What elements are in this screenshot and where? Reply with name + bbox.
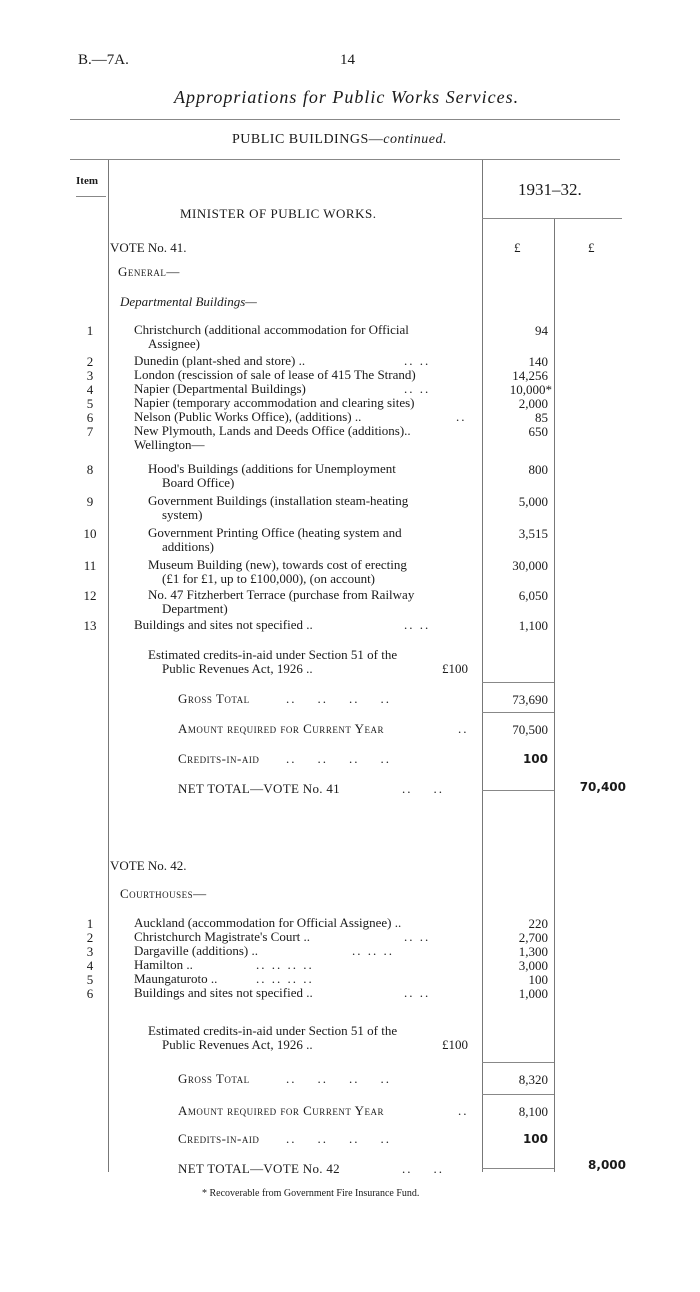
vote-42-category: Courthouses— <box>120 886 207 901</box>
item-number: 2 <box>86 930 94 945</box>
item-number: 4 <box>86 958 94 973</box>
item-amount: 1,100 <box>518 618 548 633</box>
item-description: Christchurch (additional accommodation for Official <box>134 322 409 337</box>
item-description: Government Buildings (installation steam-heating <box>148 493 409 508</box>
row-leader-dots: .. <box>458 721 469 736</box>
item-description: Napier (Departmental Buildings) <box>134 381 306 396</box>
item-number: 11 <box>83 558 97 573</box>
item-number: 1 <box>86 916 94 931</box>
item-amount: 800 <box>528 462 548 477</box>
item-number: 9 <box>86 494 94 509</box>
item-amount: 2,700 <box>518 930 548 945</box>
item-description: Nelson (Public Works Office), (additions) .. <box>134 409 362 424</box>
required-value: 70,500 <box>512 722 548 737</box>
item-amount: 1,000 <box>518 986 548 1001</box>
year-column-header: 1931–32. <box>518 180 582 199</box>
gross-total-value: 8,320 <box>518 1072 548 1087</box>
item-description: No. 47 Fitzherbert Terrace (purchase from Railway <box>148 587 415 602</box>
item-number: 5 <box>86 972 94 987</box>
item-amount: 2,000 <box>518 396 548 411</box>
item-amount: 94 <box>535 323 548 338</box>
credits-note-amount: £100 <box>442 661 468 676</box>
credits-in-aid-label: Credits-in-aid <box>178 1131 260 1146</box>
item-leader-dots: .. .. <box>404 929 431 944</box>
pound-symbol-col2: £ <box>588 240 595 255</box>
vote-42-label: VOTE No. 42. <box>110 858 187 873</box>
item-description-cont: Assignee) <box>148 336 200 351</box>
item-description-cont: Board Office) <box>162 475 235 490</box>
subtitle-continued: continued. <box>383 132 447 147</box>
net-total-value: 70,400 <box>579 780 626 794</box>
item-number: 6 <box>86 410 94 425</box>
item-amount: 220 <box>528 916 548 931</box>
item-leader-dots: .. .. .. .. <box>256 971 314 986</box>
row-leader-dots: .. .. .. .. <box>286 1071 391 1086</box>
item-amount: 6,050 <box>518 588 548 603</box>
item-amount: 30,000 <box>512 558 548 573</box>
credits-in-aid-value: 100 <box>522 752 548 766</box>
item-number: 3 <box>86 944 94 959</box>
credits-note-amount: £100 <box>442 1037 468 1052</box>
item-number: 5 <box>86 396 94 411</box>
item-description: Napier (temporary accommodation and clearing sites) <box>134 395 415 410</box>
credits-in-aid-label: Credits-in-aid <box>178 751 260 766</box>
item-amount: 100 <box>528 972 548 987</box>
vote-41-category: General— <box>118 264 180 279</box>
item-description: Buildings and sites not specified .. <box>134 617 313 632</box>
item-description: Government Printing Office (heating system and <box>148 525 402 540</box>
pound-symbol-col1: £ <box>514 240 521 255</box>
gross-total-label: Gross Total <box>178 1071 250 1086</box>
page-number: 14 <box>340 52 355 68</box>
section-subtitle <box>232 132 447 148</box>
credits-in-aid-value: 100 <box>522 1132 548 1146</box>
item-description: New Plymouth, Lands and Deeds Office (additions).. <box>134 423 411 438</box>
item-description-cont: system) <box>162 507 203 522</box>
item-description: Museum Building (new), towards cost of erecting <box>148 557 407 572</box>
item-description-cont: additions) <box>162 539 214 554</box>
item-amount: 1,300 <box>518 944 548 959</box>
item-description: Maungaturoto .. <box>134 971 218 986</box>
gross-total-value: 73,690 <box>512 692 548 707</box>
item-amount: 5,000 <box>518 494 548 509</box>
item-number: 4 <box>86 382 94 397</box>
item-description-cont: Department) <box>162 601 228 616</box>
item-amount: 3,000 <box>518 958 548 973</box>
header-rule <box>70 119 620 120</box>
row-leader-dots: .. .. .. .. <box>286 751 391 766</box>
row-leader-dots: .. .. .. .. <box>286 691 391 706</box>
item-description: London (rescission of sale of lease of 415 The Strand) <box>134 367 416 382</box>
required-top-rule <box>482 712 554 713</box>
row-leader-dots: .. .. <box>402 1161 444 1176</box>
item-number: 12 <box>83 588 97 603</box>
item-header-rule <box>76 196 106 197</box>
item-number: 1 <box>86 323 94 338</box>
row-leader-dots: .. <box>458 1103 469 1118</box>
item-leader-dots: .. .. .. <box>352 943 394 958</box>
item-leader-dots: .. .. .. .. <box>256 957 314 972</box>
item-description: Hamilton .. <box>134 957 193 972</box>
credits-note-cont: Public Revenues Act, 1926 .. <box>162 1037 313 1052</box>
amount-column-mid-rule <box>554 218 555 1172</box>
item-leader-dots: .. <box>456 409 467 424</box>
net-total-rule <box>482 1168 554 1169</box>
item-amount: 85 <box>535 410 548 425</box>
item-number: 6 <box>86 986 94 1001</box>
credits-note: Estimated credits-in-aid under Section 51 of the <box>148 647 398 662</box>
row-leader-dots: .. .. .. .. <box>286 1131 391 1146</box>
item-description: Auckland (accommodation for Official Assignee) .. <box>134 915 402 930</box>
item-amount: 140 <box>528 354 548 369</box>
credits-note: Estimated credits-in-aid under Section 51 of the <box>148 1023 398 1038</box>
item-description: Christchurch Magistrate's Court .. <box>134 929 311 944</box>
required-top-rule <box>482 1094 554 1095</box>
required-value: 8,100 <box>518 1104 548 1119</box>
item-amount: 3,515 <box>518 526 548 541</box>
year-header-rule <box>482 218 622 219</box>
item-leader-dots: .. .. <box>404 381 431 396</box>
item-number: 8 <box>86 462 94 477</box>
item-number: 2 <box>86 354 94 369</box>
item-leader-dots: .. .. <box>404 617 431 632</box>
net-total-value: 8,000 <box>588 1158 626 1172</box>
item-number: 7 <box>86 424 94 439</box>
item-number: 13 <box>83 618 97 633</box>
amount-column-left-rule <box>482 160 483 1172</box>
gross-total-top-rule <box>482 682 554 683</box>
item-leader-dots: .. .. <box>404 353 431 368</box>
item-description-cont: (£1 for £1, up to £100,000), (on account) <box>162 571 376 586</box>
item-description: Buildings and sites not specified .. <box>134 985 313 1000</box>
group-heading-wellington: Wellington— <box>134 437 205 452</box>
item-amount: 650 <box>528 424 548 439</box>
net-total-label: NET TOTAL—VOTE No. 42 <box>178 1161 340 1176</box>
net-total-label: NET TOTAL—VOTE No. 41 <box>178 781 340 796</box>
item-number: 3 <box>86 368 94 383</box>
item-description: Dargaville (additions) .. <box>134 943 258 958</box>
ministry-heading: MINISTER OF PUBLIC WORKS. <box>180 206 377 221</box>
required-label: Amount required for Current Year <box>178 721 384 736</box>
item-column-rule <box>108 160 109 1172</box>
doc-ref: B.—7A. <box>78 52 129 68</box>
item-description: Dunedin (plant-shed and store) .. <box>134 353 306 368</box>
vote-41-subcategory: Departmental Buildings— <box>120 294 257 309</box>
row-leader-dots: .. .. <box>402 781 444 796</box>
subtitle-main: PUBLIC BUILDINGS— <box>232 132 384 147</box>
credits-note-cont: Public Revenues Act, 1926 .. <box>162 661 313 676</box>
gross-total-label: Gross Total <box>178 691 250 706</box>
footnote: * Recoverable from Government Fire Insurance Fund. <box>202 1188 420 1199</box>
item-column-header: Item <box>76 175 98 187</box>
required-label: Amount required for Current Year <box>178 1103 384 1118</box>
item-leader-dots: .. .. <box>404 985 431 1000</box>
gross-total-top-rule <box>482 1062 554 1063</box>
item-description: Hood's Buildings (additions for Unemployment <box>148 461 396 476</box>
item-amount: 10,000* <box>509 382 552 397</box>
item-amount: 14,256 <box>512 368 548 383</box>
table-top-rule <box>70 159 620 160</box>
net-total-rule <box>482 790 554 791</box>
page-title: Appropriations for Public Works Services. <box>174 87 520 107</box>
vote-41-label: VOTE No. 41. <box>110 240 187 255</box>
item-number: 10 <box>83 526 97 541</box>
